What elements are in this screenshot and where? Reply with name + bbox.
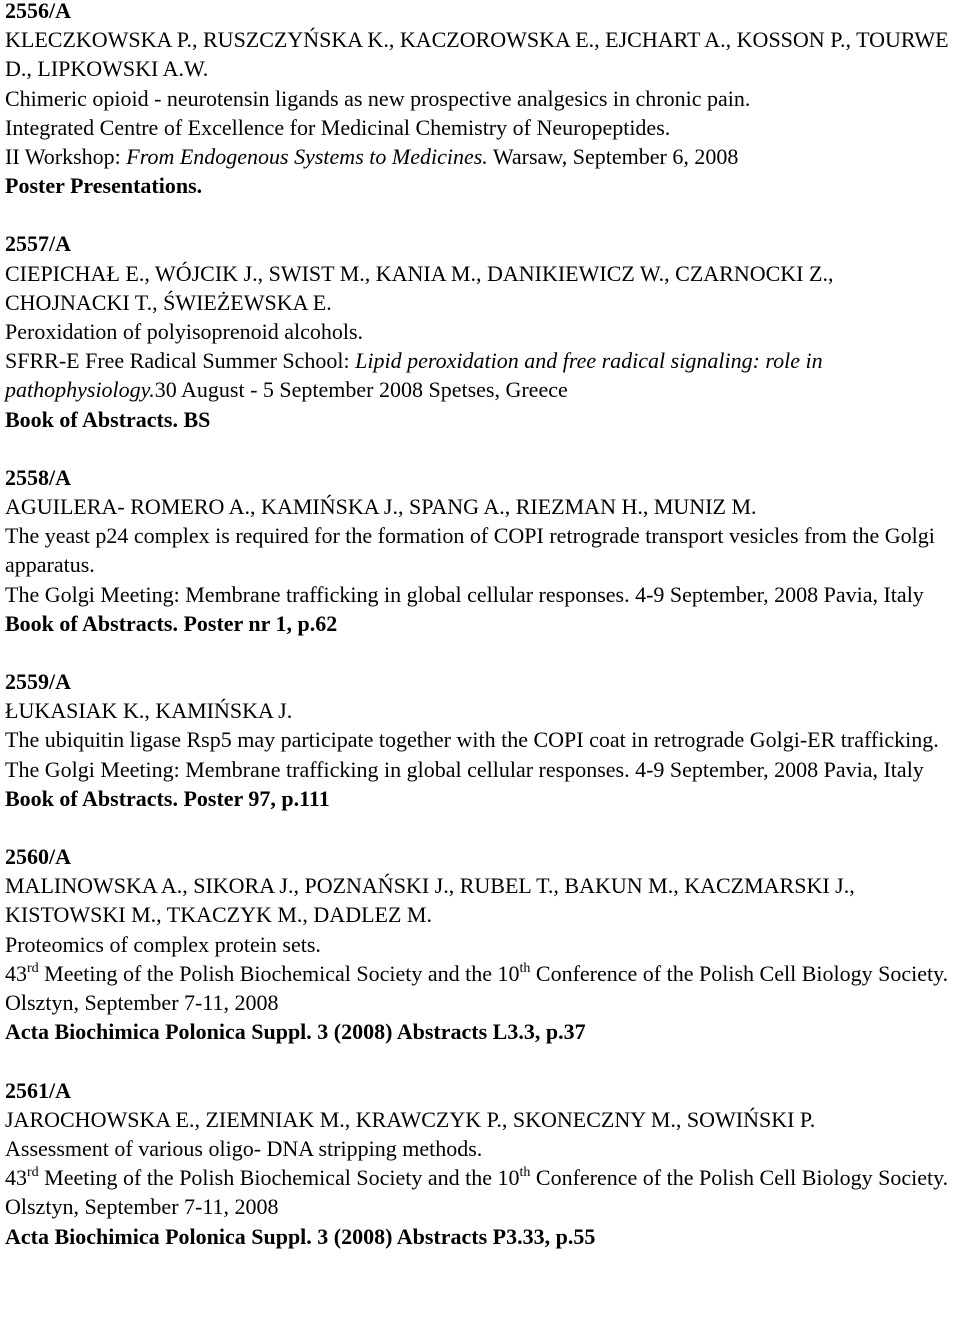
source-italic: From Endogenous Systems to Medicines. [126, 144, 488, 170]
entry-number: 2559/A [5, 669, 71, 695]
source-prefix: II Workshop: [5, 144, 127, 170]
entry-publication: Book of Abstracts. Poster nr 1, p.62 [5, 610, 338, 636]
source-suffix: 30 August - 5 September 2008 Spetses, Greece [154, 377, 568, 403]
entry-source-detail [5, 142, 960, 171]
entry-title: Proteomics of complex protein sets. [5, 931, 321, 957]
source-conference: Conference of the Polish Cell Biology Society. Olsztyn, September 7-11, 2008 [5, 960, 949, 1016]
publication-entry [5, 463, 960, 638]
entry-title: Assessment of various oligo- DNA stripping methods. [5, 1135, 483, 1161]
source-ordinal-suffix: th [519, 1165, 531, 1181]
source-conference: Conference of the Polish Cell Biology Society. Olsztyn, September 7-11, 2008 [5, 1165, 949, 1220]
entry-authors: JAROCHOWSKA E., ZIEMNIAK M., KRAWCZYK P., SKONECZNY M., SOWIŃSKI P. [5, 1106, 816, 1132]
source-suffix: Warsaw, September 6, 2008 [487, 144, 739, 170]
entry-authors: ŁUKASIAK K., KAMIŃSKA J. [5, 698, 293, 724]
source-italic: Lipid peroxidation and free radical signaling: role in pathophysiology. [5, 348, 823, 403]
entry-publication: Poster Presentations. [5, 173, 203, 199]
entry-publication: Acta Biochimica Polonica Suppl. 3 (2008) Abstracts L3.3, p.37 [5, 1019, 586, 1045]
publication-entry [5, 667, 960, 813]
entry-authors: KLECZKOWSKA P., RUSZCZYŃSKA K., KACZOROWSKA E., EJCHART A., KOSSON P., TOURWE D., LIPKOWSKI A.W. [5, 27, 949, 82]
entry-source [5, 346, 960, 404]
entry-source: The Golgi Meeting: Membrane trafficking in global cellular responses. 4-9 September, 2008 Pavia, Italy [5, 581, 924, 607]
entry-number: 2557/A [5, 231, 71, 257]
publication-entry [5, 0, 960, 200]
source-ordinal: 43 [5, 1165, 27, 1191]
source-ordinal-suffix: th [519, 960, 531, 976]
entry-authors: AGUILERA- ROMERO A., KAMIŃSKA J., SPANG A., RIEZMAN H., MUNIZ M. [5, 494, 757, 520]
source-ordinal: 43 [5, 960, 27, 986]
entry-number: 2560/A [5, 844, 71, 870]
source-ordinal-suffix: rd [27, 1165, 39, 1181]
entry-title: Chimeric opioid - neurotensin ligands as new prospective analgesics in chronic pain. [5, 85, 751, 111]
entry-source [5, 1163, 960, 1221]
entry-source: Integrated Centre of Excellence for Medicinal Chemistry of Neuropeptides. [5, 114, 671, 140]
entry-number: 2561/A [5, 1077, 71, 1103]
entry-title: The ubiquitin ligase Rsp5 may participate together with the COPI coat in retrograde Golgi-ER trafficking. [5, 727, 939, 753]
source-prefix: SFRR-E Free Radical Summer School: [5, 348, 356, 374]
entry-number: 2556/A [5, 0, 71, 23]
entry-publication: Book of Abstracts. BS [5, 406, 211, 432]
source-ordinal-suffix: rd [27, 960, 39, 976]
publication-entry [5, 229, 960, 433]
entry-title: The yeast p24 complex is required for the formation of COPI retrograde transport vesicles from the Golgi apparatus. [5, 523, 935, 578]
entry-source: The Golgi Meeting: Membrane trafficking in global cellular responses. 4-9 September, 2008 Pavia, Italy [5, 756, 924, 782]
entry-source [5, 959, 960, 1017]
entry-publication: Book of Abstracts. Poster 97, p.111 [5, 785, 330, 811]
publication-entry [5, 1076, 960, 1251]
entry-number: 2558/A [5, 464, 71, 490]
entry-authors: MALINOWSKA A., SIKORA J., POZNAŃSKI J., RUBEL T., BAKUN M., KACZMARSKI J., KISTOWSKI M., TKACZYK M., DADLEZ M. [5, 873, 855, 928]
publication-entry [5, 842, 960, 1046]
source-meeting: Meeting of the Polish Biochemical Society and the 10 [38, 960, 520, 986]
entry-publication: Acta Biochimica Polonica Suppl. 3 (2008) Abstracts P3.33, p.55 [5, 1223, 596, 1249]
entry-title: Peroxidation of polyisoprenoid alcohols. [5, 319, 364, 345]
entry-authors: CIEPICHAŁ E., WÓJCIK J., SWIST M., KANIA M., DANIKIEWICZ W., CZARNOCKI Z., CHOJNACKI T., ŚWIEŻEWSKA E. [5, 260, 834, 315]
source-meeting: Meeting of the Polish Biochemical Society and the 10 [38, 1165, 520, 1191]
